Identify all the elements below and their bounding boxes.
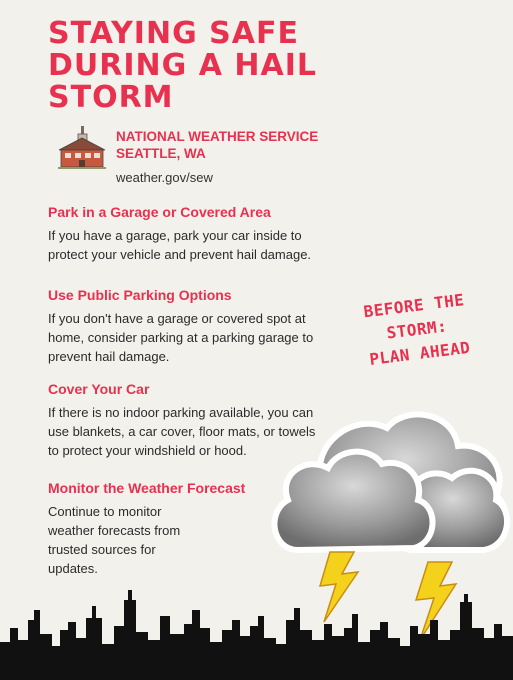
tip-section-public-parking [48, 287, 323, 366]
tip-heading: Use Public Parking Options [48, 287, 232, 303]
organization-line-1: NATIONAL WEATHER SERVICE [116, 129, 319, 144]
tip-body: Continue to monitor weather forecasts from trusted sources for updates. [48, 504, 181, 576]
city-skyline-icon [0, 580, 513, 680]
tip-heading: Monitor the Weather Forecast [48, 480, 246, 496]
tip-heading: Park in a Garage or Covered Area [48, 204, 271, 220]
page-title: STAYING SAFE DURING A HAIL STORM [48, 16, 317, 115]
organization-name [116, 128, 356, 162]
tip-body: If you have a garage, park your car inside to protect your vehicle and prevent hail damage. [48, 228, 312, 262]
plan-ahead-callout [338, 285, 496, 375]
website-url: weather.gov/sew [116, 170, 213, 185]
tip-section-garage [48, 204, 323, 264]
tip-body: If you don't have a garage or covered spot at home, consider parking at a parking garage to prevent hail damage. [48, 311, 314, 364]
callout-line-1: BEFORE THE [362, 290, 466, 322]
tip-body: If there is no indoor parking available, you can use blankets, a car cover, floor mats, or towels to protect your windshield or hood. [48, 405, 316, 458]
organization-line-2: SEATTLE, WA [116, 146, 206, 161]
building-logo-icon [57, 124, 107, 170]
callout-line-2: STORM: [385, 316, 449, 343]
callout-line-3: PLAN AHEAD [368, 337, 472, 369]
tip-heading: Cover Your Car [48, 381, 150, 397]
